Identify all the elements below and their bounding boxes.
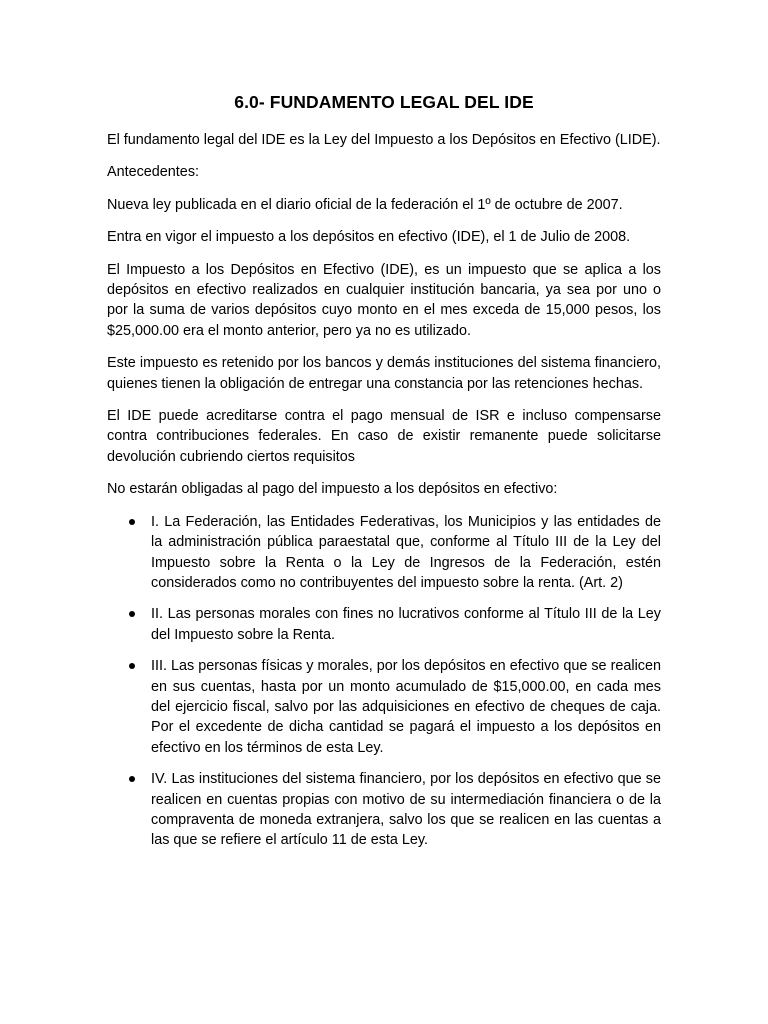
bullet-icon: [129, 776, 135, 782]
document-page: [107, 92, 661, 862]
list-item: [151, 604, 661, 645]
bullet-icon: [129, 663, 135, 669]
paragraph-definition: El Impuesto a los Depósitos en Efectivo (IDE), es un impuesto que se aplica a los depósitos en efectivo realizados en cualquier institución bancaria, ya sea por uno o por la suma de varios depósitos cuyo monto en el mes exceda de 15,000 pesos, los $25,000.00 era el monto anterior, pero ya no es utilizado.: [107, 261, 661, 339]
paragraph-legal-basis: El fundamento legal del IDE es la Ley del Impuesto a los Depósitos en Efectivo (LIDE).: [107, 132, 661, 148]
bullet-icon: [129, 519, 135, 525]
paragraph-effective-date: Entra en vigor el impuesto a los depósitos en efectivo (IDE), el 1 de Julio de 2008.: [107, 229, 631, 246]
list-item-text: IV. Las instituciones del sistema financiero, por los depósitos en efectivo que se realicen en cuentas propias con motivo de su intermediación financiera o de la compraventa de moneda extranjera, salvo los que se realicen en las cuentas a las que se refiere el artículo 11 de esta Ley.: [151, 771, 661, 849]
paragraph-withholding: Este impuesto es retenido por los bancos y demás instituciones del sistema financiero, quienes tienen la obligación de entregar una constancia por las retenciones hechas.: [107, 355, 661, 392]
paragraph-publication: Nueva ley publicada en el diario oficial de la federación el 1º de octubre de 2007.: [107, 196, 623, 213]
list-item-text: II. Las personas morales con fines no lucrativos conforme al Título III de la Ley del Impuesto sobre la Renta.: [151, 606, 661, 643]
paragraph-antecedentes: Antecedentes:: [107, 164, 200, 181]
exemptions-list: [107, 512, 661, 851]
list-item-text: I. La Federación, las Entidades Federativas, los Municipios y las entidades de la administración pública paraestatal que, conforme al Título III de la Ley del Impuesto sobre la Renta o la Ley de Ingresos de la Federación, estén considerados como no contribuyentes del impuesto sobre la renta. (Art. 2): [151, 513, 661, 591]
list-item: [151, 656, 661, 758]
document-title: 6.0- FUNDAMENTO LEGAL DEL IDE: [234, 92, 534, 112]
bullet-icon: [129, 611, 135, 617]
list-item: [151, 769, 661, 851]
list-item: [151, 512, 661, 594]
list-item-text: III. Las personas físicas y morales, por los depósitos en efectivo que se realicen en sus cuentas, hasta por un monto acumulado de $15,000.00, en cada mes del ejercicio fiscal, salvo por las adquisiciones en efectivo de cheques de caja. Por el excedente de dicha cantidad se pagará el impuesto a los depósitos en efectivo en los términos de esta Ley.: [151, 658, 661, 756]
paragraph-credit: El IDE puede acreditarse contra el pago mensual de ISR e incluso compensarse contra contribuciones federales. En caso de existir remanente puede solicitarse devolución cubriendo ciertos requisitos: [107, 408, 661, 465]
paragraph-exemptions-intro: No estarán obligadas al pago del impuesto a los depósitos en efectivo:: [107, 481, 558, 498]
